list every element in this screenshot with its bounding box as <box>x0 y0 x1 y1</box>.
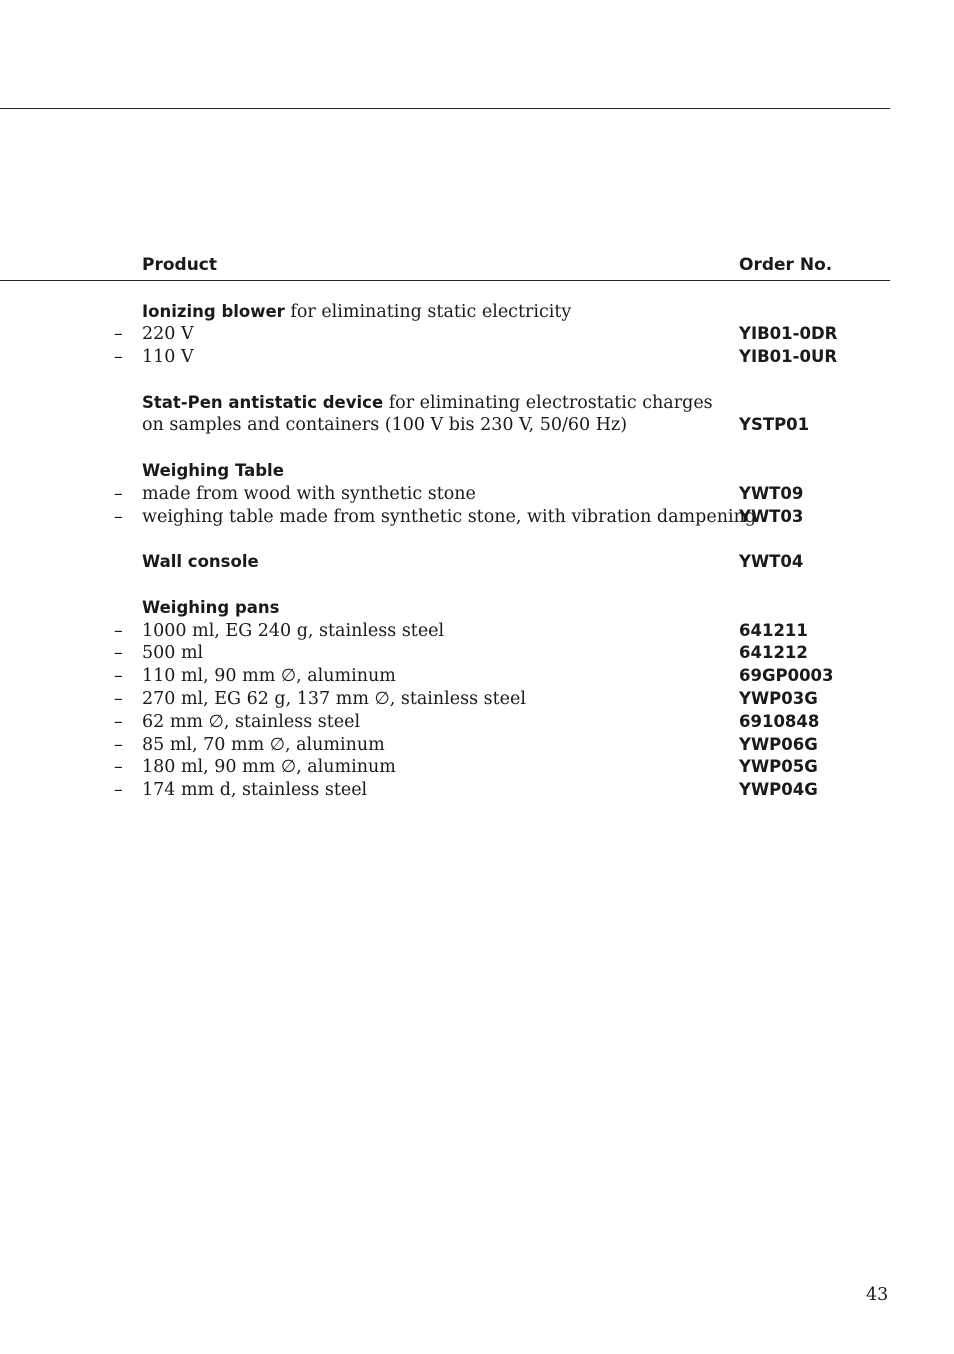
order-number: YWP04G <box>739 780 818 800</box>
item-description: 85 ml, 70 mm ∅, aluminum <box>142 734 385 755</box>
statpen-description-line2: on samples and containers (100 V bis 230 V, 50/60 Hz) <box>142 415 628 436</box>
order-number: YWT03 <box>739 506 804 526</box>
list-item <box>0 688 890 711</box>
list-item <box>0 779 890 802</box>
item-description: 110 ml, 90 mm ∅, aluminum <box>142 666 396 687</box>
item-description: 1000 ml, EG 240 g, stainless steel <box>142 620 445 641</box>
wall-console-heading <box>0 551 890 574</box>
order-number: YWT09 <box>739 483 804 503</box>
list-dash: – <box>114 689 123 710</box>
order-number: 6910848 <box>739 711 820 731</box>
item-description: 500 ml <box>142 643 204 664</box>
ionizer-description: for eliminating static electricity <box>284 301 572 322</box>
order-number: YIB01-0UR <box>739 347 838 367</box>
order-number: YWP06G <box>739 734 818 754</box>
list-dash: – <box>114 711 123 732</box>
item-description: weighing table made from synthetic stone, with vibration dampening <box>142 506 757 527</box>
item-description: 180 ml, 90 mm ∅, aluminum <box>142 757 396 778</box>
wall-console-name: Wall console <box>142 552 259 572</box>
list-dash: – <box>114 620 123 641</box>
item-description: 220 V <box>142 324 194 345</box>
order-number: YSTP01 <box>739 415 810 435</box>
ionizer-name: Ionizing blower <box>142 301 285 321</box>
list-dash: – <box>114 734 123 755</box>
list-item <box>0 414 890 437</box>
item-description: 62 mm ∅, stainless steel <box>142 711 361 732</box>
ionizer-heading <box>0 301 890 324</box>
table-header <box>0 254 890 281</box>
weighing-table-name: Weighing Table <box>142 461 284 481</box>
weighing-pans-heading <box>0 597 890 620</box>
weighing-table-heading <box>0 460 890 483</box>
order-number: YWP05G <box>739 757 818 777</box>
item-description: 270 ml, EG 62 g, 137 mm ∅, stainless steel <box>142 689 526 710</box>
order-column-header: Order No. <box>739 255 833 275</box>
list-dash: – <box>114 324 123 345</box>
accessories-table <box>0 254 890 802</box>
page-number: 43 <box>866 1285 889 1305</box>
statpen-name: Stat-Pen antistatic device <box>142 392 384 412</box>
list-item <box>0 620 890 643</box>
list-dash: – <box>114 506 123 527</box>
list-dash: – <box>114 483 123 504</box>
list-item <box>0 506 890 529</box>
list-item <box>0 665 890 688</box>
item-description: 174 mm d, stainless steel <box>142 780 368 801</box>
list-item <box>0 483 890 506</box>
order-number: YWP03G <box>739 689 818 709</box>
list-item <box>0 756 890 779</box>
list-item <box>0 734 890 757</box>
list-dash: – <box>114 780 123 801</box>
item-description: made from wood with synthetic stone <box>142 483 476 504</box>
list-item <box>0 711 890 734</box>
order-number: 641211 <box>739 620 808 640</box>
product-column-header: Product <box>142 255 217 275</box>
weighing-pans-name: Weighing pans <box>142 597 280 617</box>
list-dash: – <box>114 757 123 778</box>
list-item <box>0 642 890 665</box>
list-item <box>0 346 890 369</box>
order-number: 641212 <box>739 643 808 663</box>
order-number: YIB01-0DR <box>739 324 838 344</box>
item-description: 110 V <box>142 347 194 368</box>
list-dash: – <box>114 643 123 664</box>
list-dash: – <box>114 347 123 368</box>
top-rule <box>0 108 890 109</box>
order-number: 69GP0003 <box>739 666 834 686</box>
order-number: YWT04 <box>739 552 804 572</box>
statpen-description: for eliminating electrostatic charges <box>383 392 713 413</box>
statpen-heading <box>0 392 890 415</box>
list-dash: – <box>114 666 123 687</box>
list-item <box>0 323 890 346</box>
